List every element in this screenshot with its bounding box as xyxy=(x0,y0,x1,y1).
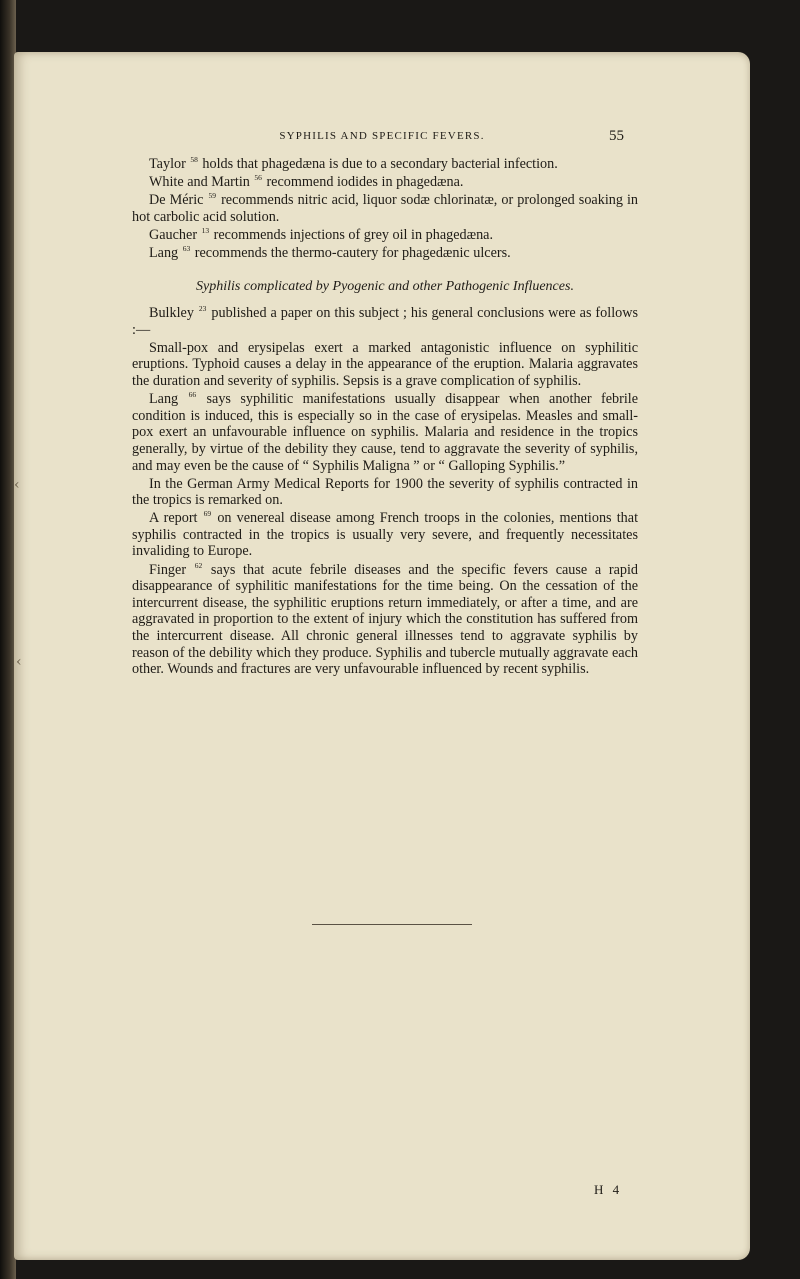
margin-pencil-mark-icon: ‹ xyxy=(14,477,20,493)
para-text: published a paper on this subject ; his general conclusions were as follows :— xyxy=(132,305,638,338)
reference-number: 59 xyxy=(208,191,217,201)
paragraph-bulkley xyxy=(132,305,638,338)
paragraph-german-army xyxy=(132,476,638,509)
paragraph-white-martin xyxy=(132,174,638,191)
body-text xyxy=(132,156,638,679)
para-text: says that acute febrile diseases and the specific fevers cause a rapid disappearance of syphilitic manifestations for the time being. On the cessation of the intercurrent disease, the syphilitic eruptions return immediately, or after a time, and are aggravated in proportion to the extent of injury which the constitution has suffered from the intercurrent disease. All chronic general illnesses tend to aggravate syphilis by reason of the debility which they produce. Syphilis and tubercle mutually aggravate each other. Wounds and fractures are very unfavourable influenced by recent syphilis. xyxy=(132,561,639,678)
section-heading: Syphilis complicated by Pyogenic and other Pathogenic Influences. xyxy=(196,278,574,294)
para-text: recommends nitric acid, liquor sodæ chlorinatæ, or prolonged soaking in hot carbolic acid solution. xyxy=(132,192,639,225)
book-page xyxy=(14,52,750,1260)
signature-mark: H 4 xyxy=(594,1182,623,1197)
para-lead: Finger xyxy=(149,561,187,578)
end-rule xyxy=(312,924,472,925)
paragraph-taylor xyxy=(132,156,638,173)
para-lead: Bulkley xyxy=(149,305,194,322)
para-text: recommends the thermo-cautery for phagedænic ulcers. xyxy=(194,244,511,261)
margin-pencil-mark-icon: ‹ xyxy=(16,654,22,670)
reference-number: 62 xyxy=(194,560,203,570)
paragraph-lang-cautery xyxy=(132,245,638,262)
para-text: on venereal disease among French troops in the colonies, mentions that syphilis contracted in the tropics is usually very severe, and frequently necessitates invaliding to Europe. xyxy=(132,510,639,560)
reference-number: 69 xyxy=(203,509,212,519)
para-lead: Gaucher xyxy=(149,226,198,243)
paragraph-de-meric xyxy=(132,192,638,225)
reference-number: 63 xyxy=(182,243,191,253)
para-text: recommend iodides in phagedæna. xyxy=(266,174,464,191)
para-text: recommends injections of grey oil in phagedæna. xyxy=(213,226,494,243)
reference-number: 66 xyxy=(188,390,197,400)
reference-number: 56 xyxy=(254,173,262,183)
reference-number: 13 xyxy=(201,225,210,235)
para-lead: De Méric xyxy=(149,192,204,209)
paragraph-finger xyxy=(132,562,638,678)
para-lead: Taylor xyxy=(149,156,186,172)
reference-number: 23 xyxy=(198,304,207,314)
paragraph-french-report xyxy=(132,510,638,560)
para-lead: White and Martin xyxy=(149,174,250,191)
para-text: In the German Army Medical Reports for 1900 the severity of syphilis contracted in the tropics is remarked on. xyxy=(132,475,638,509)
para-text: Small-pox and erysipelas exert a marked antagonistic influence on syphilitic eruptions. Typhoid causes a delay in the appearance of the eruption. Malaria aggravates the duration and severity of syphilis. Sepsis is a grave complication of syphilis. xyxy=(132,339,638,390)
page-number: 55 xyxy=(609,128,624,144)
para-lead: A report xyxy=(149,510,198,527)
paragraph-gaucher xyxy=(132,227,638,244)
para-lead: Lang xyxy=(149,391,179,408)
running-head: SYPHILIS AND SPECIFIC FEVERS. xyxy=(279,130,485,142)
para-text: says syphilitic manifestations usually disappear when another febrile condition is induced, this is especially so in the case of erysipelas. Measles and small-pox exert an unfavourable influence on syphilis. Malaria and residence in the tropics generally, by virtue of the debility they cause, tend to aggravate the severity of syphilis, and may even be the cause of “ Syphilis Maligna ” or “ Galloping Syphilis.” xyxy=(132,391,639,474)
paragraph-smallpox xyxy=(132,340,638,390)
para-lead: Lang xyxy=(149,244,179,261)
para-text: holds that phagedæna is due to a secondary bacterial infection. xyxy=(202,156,558,172)
paragraph-lang-febrile xyxy=(132,391,638,474)
reference-number: 58 xyxy=(190,155,198,164)
